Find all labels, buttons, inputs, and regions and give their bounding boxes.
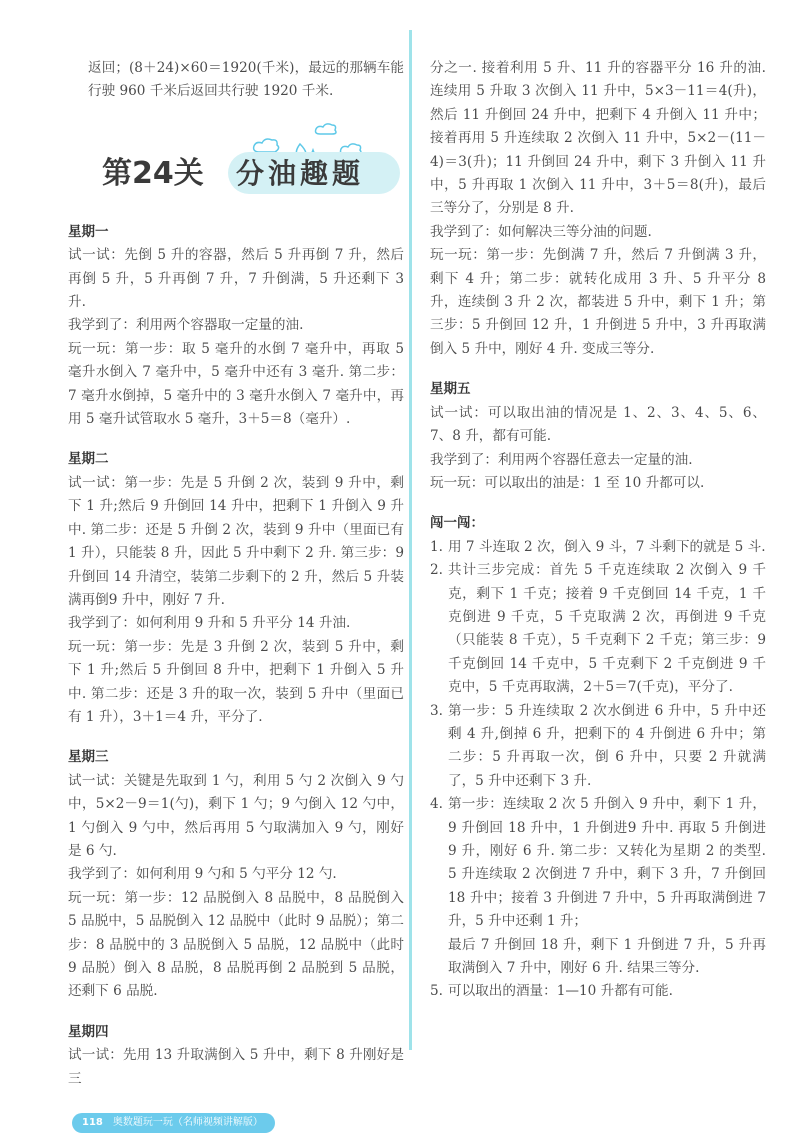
- try-text: 试一试：关键是先取到 1 勺，利用 5 勺 2 次倒入 9 勺中，5×2－9＝1(勺)，剩下 1 勺；9 勺倒入 12 勺中，1 勺倒入 9 勺中，然后再用 5 勺取满加入 9 勺，刚好是 6 勺.: [68, 772, 404, 859]
- chapter-number: 第24关: [102, 155, 204, 191]
- section-heading: 星期一: [68, 223, 109, 240]
- list-item: [430, 536, 766, 559]
- section-wednesday: [68, 746, 404, 1003]
- learned-text: 我学到了：如何利用 9 升和 5 升平分 14 升油.: [68, 615, 351, 632]
- play-text: 玩一玩：第一步：先是 3 升倒 2 次，装到 5 升中，剩下 1 升;然后 5 升倒回 8 升中，把剩下 1 升倒入 5 升中. 第二步：还是 3 升的取一次，装到 5 升中（里面已有 1 升），3＋1＝4 升，平分了.: [68, 638, 404, 725]
- section-challenge: [430, 512, 766, 1004]
- learned-text: 我学到了：利用两个容器取一定量的油.: [68, 317, 304, 334]
- play-text: 玩一玩：第一步：先倒满 7 升，然后 7 升倒满 3 升，剩下 4 升；第二步：就转化成用 3 升、5 升平分 8 升，连续倒 3 升 2 次，都装进 5 升中，剩下 1 升；第三步：5 升倒回 12 升，1 升倒进 5 升中，3 升再取满倒入 5 升中，刚好 4 升. 变成三等分.: [430, 247, 766, 357]
- try-text: 试一试：先倒 5 升的容器，然后 5 升再倒 7 升，然后再倒 5 升，5 升再倒 7 升，7 升倒满，5 升还剩下 3 升.: [68, 247, 404, 311]
- challenge-list: [430, 536, 766, 1004]
- list-item: [430, 700, 766, 794]
- play-text: 玩一玩：可以取出的油是：1 至 10 升都可以.: [430, 474, 705, 491]
- page-footer: [72, 1113, 275, 1133]
- left-column: [68, 57, 404, 1091]
- section-heading: 星期三: [68, 749, 109, 766]
- section-thursday: [68, 1021, 404, 1091]
- item-text: 可以取出的酒量：1—10 升都有可能.: [448, 983, 673, 1000]
- chapter-title: [100, 114, 400, 209]
- try-text: 试一试：先用 13 升取满倒入 5 升中，剩下 8 升刚好是三: [68, 1047, 404, 1087]
- right-column: [430, 57, 766, 1004]
- section-heading: 星期四: [68, 1023, 109, 1040]
- section-heading: 星期二: [68, 451, 109, 468]
- item-text: 第一步：5 升连续取 2 次水倒进 6 升中，5 升中还剩 4 升,倒掉 6 升，把剩下的 4 升倒进 6 升中；第二步：5 升再取一次，倒 6 升中，只要 2 升就满了，5 升中还剩下 3 升.: [448, 702, 766, 789]
- list-item: [430, 980, 766, 1003]
- item-number: 4.: [430, 796, 443, 813]
- item-number: 1.: [430, 538, 443, 555]
- section-thursday-cont: [430, 57, 766, 361]
- section-friday: [430, 378, 766, 495]
- play-text: 玩一玩：第一步：12 品脱倒入 8 品脱中，8 品脱倒入 5 品脱中，5 品脱倒入 12 品脱中（此时 9 品脱）；第二步：8 品脱中的 3 品脱倒入 5 品脱，12 品脱中（此时 9 品脱）倒入 8 品脱，8 品脱再倒 2 品脱到 5 品脱，还剩下 6 品脱.: [68, 889, 404, 1000]
- book-title: 奥数题玩一玩（名师视频讲解版）: [112, 1117, 263, 1128]
- item-text: 共计三步完成：首先 5 千克连续取 2 次倒入 9 千克，剩下 1 千克；接着 9 千克倒回 14 千克，1 千克倒进 9 千克，5 千克取满 2 次，再倒进 9 千克（只能装 8 千克），5 千克剩下 2 千克；第三步：9 千克倒回 14 千克中，5 千克剩下 2 千克倒进 9 千克中，5 千克再取满，2＋5＝7(千克)，平分了.: [448, 562, 766, 696]
- section-heading: 星期五: [430, 381, 471, 398]
- list-item: [430, 559, 766, 699]
- learned-text: 我学到了：利用两个容器任意去一定量的油.: [430, 451, 693, 468]
- item-number: 2.: [430, 562, 443, 579]
- item-text: 第一步：连续取 2 次 5 升倒入 9 升中，剩下 1 升，9 升倒回 18 升中，1 升倒进9 升中. 再取 5 升倒进 9 升，刚好 6 升. 第二步：又转化为星期 2 的类型. 5 升连续取 2 次倒进 7 升中，剩下 3 升，7 升倒回 18 升中；接着 3 升倒进 7 升中，5 升再取满倒进 7 升，5 升中还剩 1 升；: [448, 796, 766, 930]
- intro-block: [68, 57, 404, 104]
- list-item: [430, 793, 766, 980]
- try-text: 试一试：可以取出油的情况是 1、2、3、4、5、6、7、8 升，都有可能.: [430, 404, 766, 445]
- section-heading: 闯一闯：: [430, 515, 484, 532]
- intro-text: 返回；(8＋24)×60＝1920(千米)，最远的那辆车能行驶 960 千米后返回共行驶 1920 千米.: [88, 60, 404, 100]
- learned-text: 我学到了：如何利用 9 勺和 5 勺平分 12 勺.: [68, 866, 337, 883]
- column-divider: [409, 30, 412, 1050]
- chapter-name: 分油趣题: [236, 156, 365, 190]
- item-number: 3.: [430, 702, 443, 719]
- learned-text: 我学到了：如何解决三等分油的问题.: [430, 223, 652, 240]
- item-text-continued: 最后 7 升倒回 18 升，剩下 1 升倒进 7 升，5 升再取满倒入 7 升中，刚好 6 升. 结果三等分.: [448, 936, 766, 977]
- section-tuesday: [68, 448, 404, 729]
- try-text-cont: 分之一. 接着利用 5 升、11 升的容器平分 16 升的油. 连续用 5 升取 3 次倒入 11 升中，5×3－11＝4(升)，然后 11 升倒回 24 升中，把剩下 4 升倒入 11 升中；接着再用 5 升连续取 2 次倒入 11 升中，5×2－(11－4)＝3(升)；11 升倒回 24 升中，剩下 3 升倒入 11 升中，5 升再取 1 次倒入 11 升中，3＋5＝8(升)，最后三等分了，分别是 8 升.: [430, 60, 766, 217]
- play-text: 玩一玩：第一步：取 5 毫升的水倒 7 毫升中，再取 5 毫升水倒入 7 毫升中，5 毫升中还有 3 毫升. 第二步：7 毫升水倒掉，5 毫升中的 3 毫升水倒入 7 毫升中，再用 5 毫升试管取水 5 毫升，3＋5＝8（毫升）.: [68, 340, 404, 428]
- try-text: 试一试：第一步：先是 5 升倒 2 次，装到 9 升中，剩下 1 升;然后 9 升倒回 14 升中，把剩下 1 升倒入 9 升中. 第二步：还是 5 升倒 2 次，装到 9 升中（里面已有 1 升），只能装 8 升，因此 5 升中剩下 2 升. 第三步：9 升倒回 14 升清空，装第二步剩下的 2 升，然后 5 升装满再倒9 升中，刚好 7 升.: [68, 474, 404, 608]
- section-monday: [68, 221, 404, 432]
- item-text: 用 7 斗连取 2 次，倒入 9 斗，7 斗剩下的就是 5 斗.: [448, 538, 766, 555]
- item-number: 5.: [430, 983, 443, 1000]
- page-number: 118: [82, 1117, 103, 1128]
